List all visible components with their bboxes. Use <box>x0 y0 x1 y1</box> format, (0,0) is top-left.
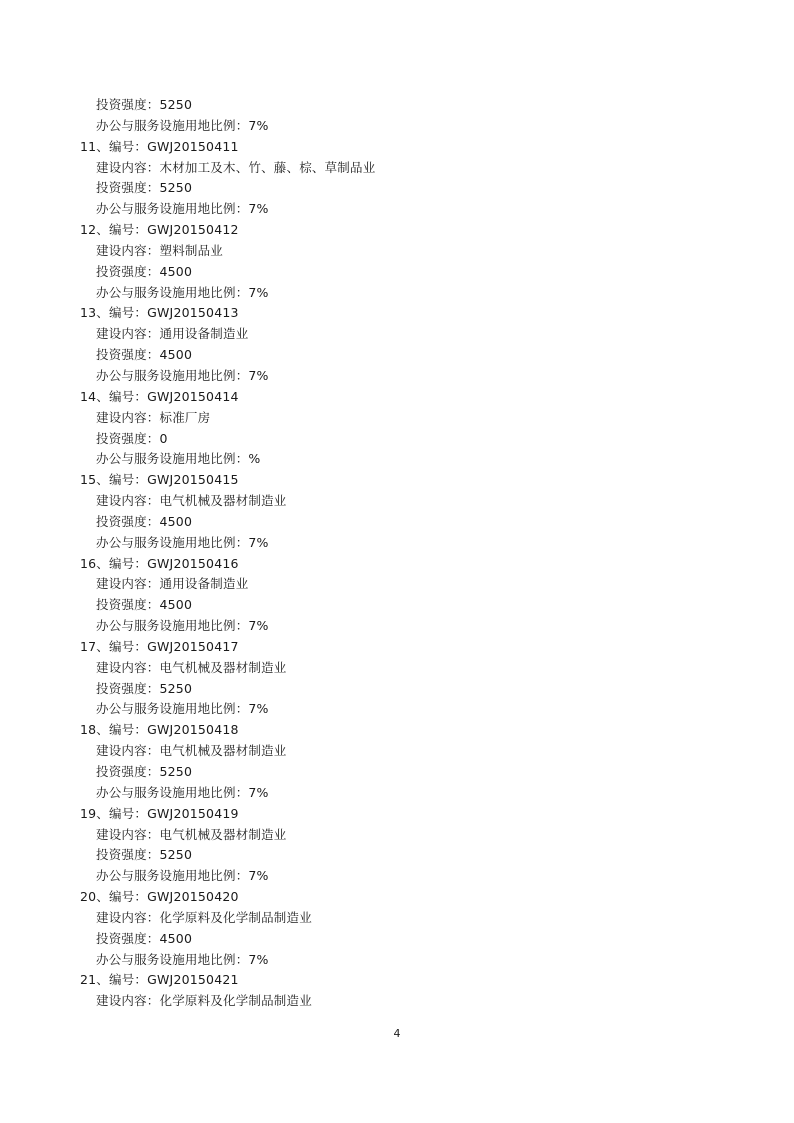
detail-line: 办公与服务设施用地比例：7% <box>96 618 269 634</box>
detail-line: 建设内容：通用设备制造业 <box>96 326 249 342</box>
detail-line: 投资强度：5250 <box>96 180 193 196</box>
item-heading: 21、编号：GWJ20150421 <box>80 972 239 988</box>
detail-line: 建设内容：电气机械及器材制造业 <box>96 659 287 675</box>
item-heading: 13、编号：GWJ20150413 <box>80 305 239 321</box>
page-number: 4 <box>393 1027 401 1040</box>
detail-line: 投资强度：4500 <box>96 513 193 529</box>
detail-line: 办公与服务设施用地比例：7% <box>96 951 269 967</box>
detail-line: 投资强度：5250 <box>96 764 193 779</box>
detail-line: 建设内容：标准厂房 <box>96 409 211 425</box>
detail-line: 办公与服务设施用地比例：7% <box>96 534 269 550</box>
detail-line: 建设内容：电气机械及器材制造业 <box>96 493 287 509</box>
item-heading: 20、编号：GWJ20150420 <box>80 889 239 905</box>
item-heading: 17、编号：GWJ20150417 <box>80 638 239 654</box>
detail-line: 投资强度：4500 <box>96 263 193 279</box>
detail-line: 建设内容：化学原料及化学制品制造业 <box>96 909 312 925</box>
document-body <box>80 95 720 1012</box>
detail-line: 办公与服务设施用地比例：% <box>96 451 261 467</box>
detail-line: 投资强度：4500 <box>96 597 193 613</box>
detail-line: 建设内容：木材加工及木、竹、藤、棕、草制品业 <box>96 159 376 175</box>
item-heading: 18、编号：GWJ20150418 <box>80 722 239 738</box>
detail-line: 投资强度：4500 <box>96 347 193 363</box>
detail-line: 办公与服务设施用地比例：7% <box>96 284 269 300</box>
detail-line: 建设内容：通用设备制造业 <box>96 576 249 592</box>
detail-line: 投资强度：4500 <box>96 930 193 946</box>
detail-line: 投资强度：0 <box>96 430 168 446</box>
detail-line: 投资强度：5250 <box>96 680 193 696</box>
detail-line: 建设内容：化学原料及化学制品制造业 <box>96 993 312 1009</box>
detail-line: 投资强度：5250 <box>96 847 193 863</box>
detail-line: 建设内容：电气机械及器材制造业 <box>96 743 287 759</box>
detail-line: 建设内容：塑料制品业 <box>96 242 224 258</box>
detail-line: 建设内容：电气机械及器材制造业 <box>96 826 287 842</box>
item-heading: 15、编号：GWJ20150415 <box>80 472 239 488</box>
item-heading: 12、编号：GWJ20150412 <box>80 222 239 238</box>
item-heading: 19、编号：GWJ20150419 <box>80 805 239 821</box>
detail-line: 办公与服务设施用地比例：7% <box>96 201 269 217</box>
item-heading: 14、编号：GWJ20150414 <box>80 388 239 404</box>
item-heading: 16、编号：GWJ20150416 <box>80 555 239 571</box>
detail-line: 投资强度：5250 <box>96 97 193 112</box>
detail-line: 办公与服务设施用地比例：7% <box>96 868 269 884</box>
detail-line: 办公与服务设施用地比例：7% <box>96 117 269 133</box>
item-heading: 11、编号：GWJ20150411 <box>80 138 239 154</box>
detail-line: 办公与服务设施用地比例：7% <box>96 784 269 800</box>
detail-line: 办公与服务设施用地比例：7% <box>96 367 269 383</box>
detail-line: 办公与服务设施用地比例：7% <box>96 701 269 717</box>
